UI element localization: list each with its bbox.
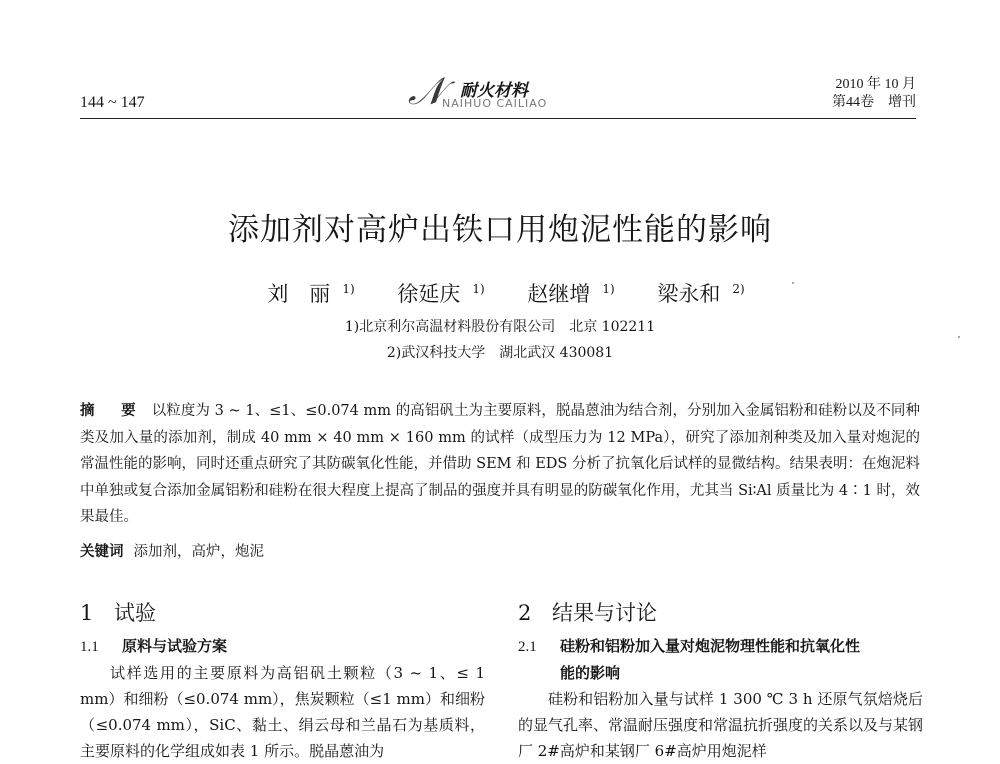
- author: [645, 282, 744, 306]
- author-affil-mark: 1): [342, 282, 355, 296]
- paper-title: 添加剂对高炉出铁口用炮泥性能的影响: [228, 212, 772, 248]
- abstract: [80, 398, 920, 531]
- subsection-title: 原料与试验方案: [122, 637, 228, 655]
- section-number: 2: [518, 601, 532, 625]
- subsection-number: 2.1: [518, 639, 537, 655]
- issue-info: [832, 76, 916, 112]
- section-heading: [518, 597, 923, 627]
- keywords: [80, 540, 264, 561]
- subsection-heading: [80, 633, 485, 660]
- keywords-label: 关键词: [80, 544, 124, 560]
- author-affil-mark: 2): [732, 282, 745, 296]
- affiliation-2: 2)武汉科技大学 湖北武汉 430081: [386, 345, 614, 361]
- abstract-text: 以粒度为 3 ~ 1、≤1、≤0.074 mm 的高铝矾土为主要原料，脱晶蒽油为结合剂，分别加入金属铝粉和硅粉以及不同种类及加入量的添加剂，制成 40 mm × 40 mm × 160 mm 的试样（成型压力为 12 MPa），研究了添加剂种类及加入量对炮泥的常温性能的影响，同时还重点研究了其防碳氧化性能，并借助 SEM 和 EDS 分析了抗氧化后试样的显微结构。结果表明：在炮泥料中单独或复合添加金属铝粉和硅粉在很大程度上提高了制品的强度并具有明显的防碳氧化作用，尤其当 Si∶Al 质量比为 4∶1 时，效果最佳。: [80, 403, 920, 525]
- journal-logo: [408, 71, 598, 114]
- author: [255, 282, 354, 306]
- author: [515, 282, 614, 306]
- author-list: [0, 278, 1000, 308]
- author-affil-mark: 1): [602, 282, 615, 296]
- section-heading: [80, 597, 485, 627]
- author-name: 梁永和: [657, 282, 721, 306]
- header-rule: [80, 118, 916, 119]
- journal-name-cn: 耐火材料: [460, 81, 528, 101]
- author: [385, 282, 484, 306]
- author-name: 刘 丽: [267, 282, 331, 306]
- issue-date: 2010 年 10 月: [835, 77, 916, 92]
- issue-volume: 第44卷 增刊: [832, 95, 916, 110]
- section-title: 试验: [114, 601, 156, 625]
- section-number: 1: [80, 601, 94, 625]
- section-title: 结果与讨论: [552, 601, 657, 625]
- subsection-heading: [518, 633, 923, 660]
- journal-name-en: NAIHUO CAILIAO: [442, 97, 548, 110]
- author-name: 徐延庆: [397, 282, 461, 306]
- author-affil-mark: 1): [472, 282, 485, 296]
- subsection-number: 1.1: [80, 639, 99, 655]
- author-name: 赵继增: [527, 282, 591, 306]
- keywords-text: 添加剂，高炉，炮泥: [133, 544, 264, 560]
- page-range: 144 ~ 147: [80, 94, 145, 111]
- body-paragraph: 试样选用的主要原料为高铝矾土颗粒（3 ~ 1、≤ 1 mm）和细粉（≤0.074 mm），焦炭颗粒（≤1 mm）和细粉（≤0.074 mm），SiC、黏土、绢云母和兰晶石为基质料，主要原料的化学组成如表 1 所示。脱晶蒽油为: [80, 664, 486, 760]
- abstract-label: 摘 要: [80, 403, 142, 419]
- logo-n-glyph: 𝒩: [408, 71, 445, 113]
- scan-speck: [958, 336, 960, 338]
- body-paragraph: 硅粉和铝粉加入量与试样 1 300 ℃ 3 h 还原气氛焙烧后的显气孔率、常温耐压强度和常温抗折强度的关系以及与某钢厂 2#高炉和某钢厂 6#高炉用炮泥样: [518, 690, 924, 760]
- left-column: [80, 597, 485, 764]
- right-column: [518, 597, 923, 764]
- subsection-heading-continued: 能的影响: [560, 664, 621, 682]
- subsection-title: 硅粉和铝粉加入量对炮泥物理性能和抗氧化性: [560, 637, 861, 655]
- affiliation-1: 1)北京利尔高温材料股份有限公司 北京 102211: [344, 319, 656, 335]
